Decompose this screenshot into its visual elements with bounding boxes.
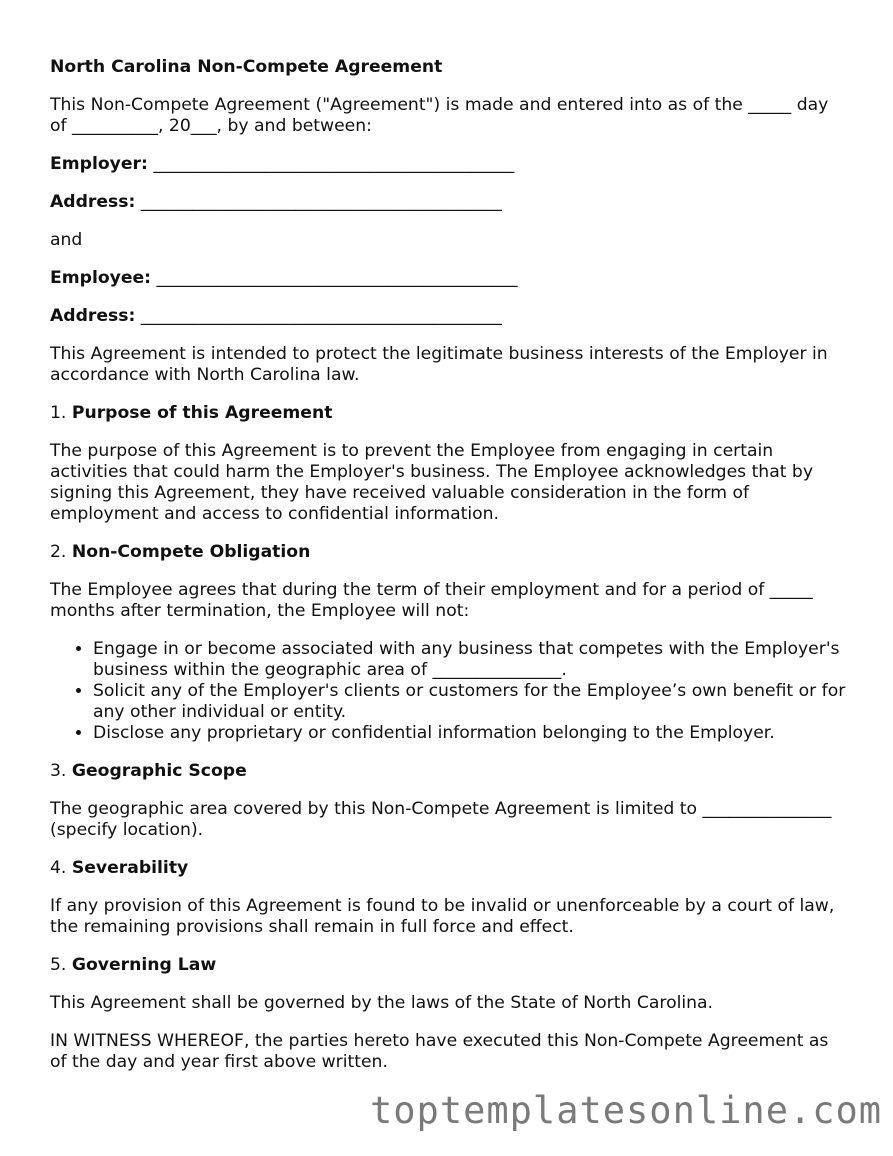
employer-label: Employer: — [50, 154, 148, 174]
employer-address-line — [50, 192, 850, 213]
document — [50, 57, 850, 1090]
employee-label: Employee: — [50, 268, 152, 288]
list-item: • Disclose any proprietary or confidential information belonging to the Employer. — [93, 723, 850, 744]
section-number: 5. — [50, 955, 67, 975]
purpose-statement: This Agreement is intended to protect the legitimate business interests of the Employer in accordance with North Carolina law. — [50, 344, 828, 385]
obligations-list — [50, 639, 850, 744]
watermark: toptemplatesonline.com — [370, 1089, 883, 1132]
section-heading-severability — [50, 858, 850, 879]
section-title: Governing Law — [71, 955, 217, 975]
employer-address-label: Address: — [50, 192, 136, 212]
employer-address-blank: __________________________________________ — [135, 192, 502, 212]
document-title: North Carolina Non-Compete Agreement — [50, 57, 443, 77]
section-heading-governing-law — [50, 955, 850, 976]
section-body-geographic-scope: The geographic area covered by this Non-Compete Agreement is limited to _______________ (specify location). — [50, 799, 832, 840]
section-title: Severability — [71, 858, 189, 878]
witness-paragraph: IN WITNESS WHEREOF, the parties hereto have executed this Non-Compete Agreement as of the day and year first above written. — [50, 1031, 829, 1072]
employee-address-label: Address: — [50, 306, 136, 326]
section-heading-non-compete — [50, 542, 850, 563]
list-item: • Solicit any of the Employer's clients or customers for the Employee’s own benefit or for any other individual or entity. — [93, 681, 850, 723]
employee-blank: __________________________________________ — [151, 268, 518, 288]
section-number: 3. — [50, 761, 67, 781]
section-number: 2. — [50, 542, 67, 562]
section-heading-geographic-scope — [50, 761, 850, 782]
employer-blank: __________________________________________ — [147, 154, 515, 174]
section-body-non-compete: The Employee agrees that during the term of their employment and for a period of _____ months after termination, the Employee will not: — [50, 580, 813, 621]
list-item: • Engage in or become associated with any business that competes with the Employer's business within the geographic area of _______________. — [93, 639, 850, 681]
section-number: 4. — [50, 858, 67, 878]
employee-address-blank: __________________________________________ — [135, 306, 502, 326]
employer-line — [50, 154, 850, 175]
employee-address-line — [50, 306, 850, 327]
section-body-purpose: The purpose of this Agreement is to prevent the Employee from engaging in certain activities that could harm the Employer's business. The Employee acknowledges that by signing this Agreement, they have received valuable consideration in the form of employment and access to confidential information. — [50, 441, 814, 524]
section-body-governing-law: This Agreement shall be governed by the laws of the State of North Carolina. — [50, 993, 714, 1013]
intro-paragraph: This Non-Compete Agreement ("Agreement") is made and entered into as of the _____ day of __________, 20___, by and between: — [50, 95, 829, 136]
section-title: Geographic Scope — [71, 761, 247, 781]
and-text: and — [50, 230, 83, 250]
section-body-severability: If any provision of this Agreement is found to be invalid or unenforceable by a court of law, the remaining provisions shall remain in full force and effect. — [50, 896, 835, 937]
section-number: 1. — [50, 403, 67, 423]
employee-line — [50, 268, 850, 289]
section-heading-purpose — [50, 403, 850, 424]
section-title: Purpose of this Agreement — [71, 403, 333, 423]
section-title: Non-Compete Obligation — [71, 542, 311, 562]
